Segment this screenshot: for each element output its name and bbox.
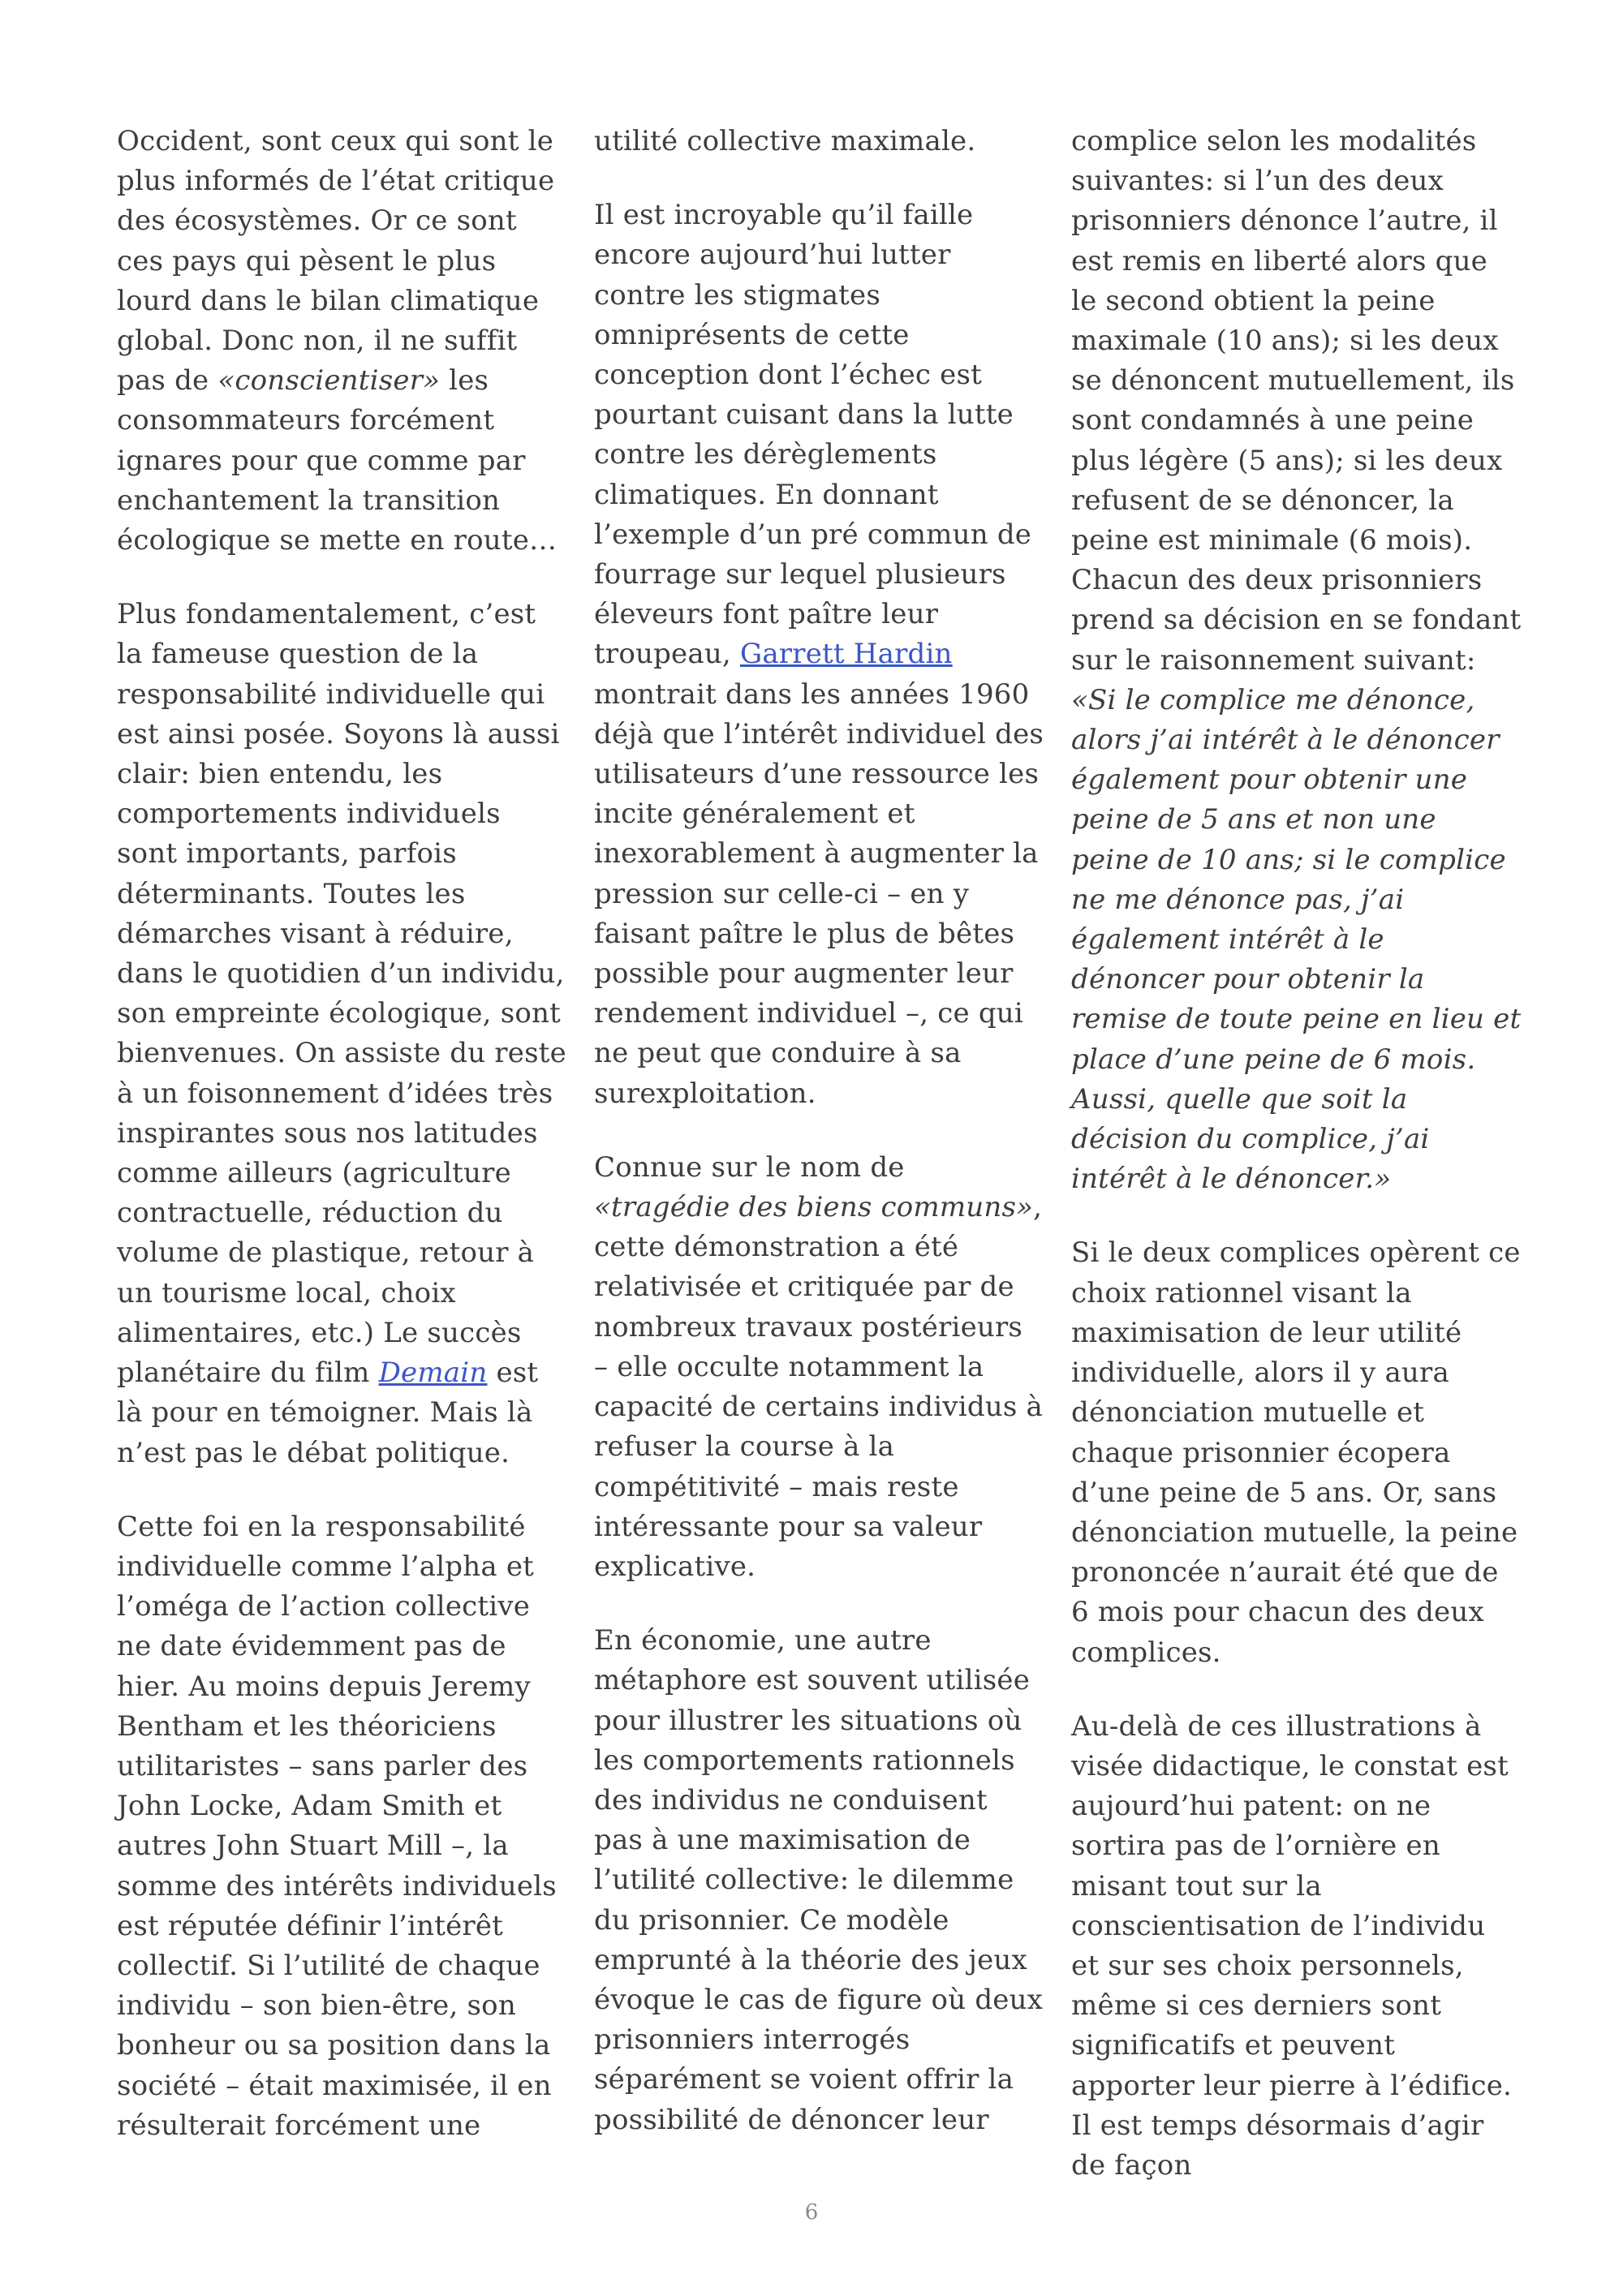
column-3 [1071,122,1522,2220]
column-1 [117,122,567,2180]
emphasis-quote: «Si le complice me dénonce, alors j’ai intérêt à le dénoncer également pour obtenir une peine de 5 ans et non une peine de 10 ans; si le complice ne me dénonce pas, j’ai également intérêt à le dénoncer pour obtenir la remise de toute peine en lieu et place d’une peine de 6 mois. Aussi, quelle que soit la décision du complice, j’ai intérêt à le dénoncer.» [1071,683,1522,1196]
paragraph: Au-delà de ces illustrations à visée didactique, le constat est aujourd’hui patent: on ne sortira pas de l’ornière en misant tout sur la conscientisation de l’individu et sur ses choix personnels, même si ces derniers sont significatifs et peuvent apporter leur pierre à l’édifice. Il est temps désormais d’agir de façon [1071,1709,1513,2182]
link-garrett-hardin[interactable]: Garrett Hardin [739,638,953,671]
column-2 [594,122,1044,2174]
paragraph: utilité collective maximale. [594,125,976,157]
paragraph: Occident, sont ceux qui sont le plus informés de l’état critique des écosystèmes. Or ce sont ces pays qui pèsent le plus lourd dans le bilan climatique global. Donc non, il ne suffit pas de «conscientiser» les consommateurs forcément ignares pour que comme par enchantement la transition écologique se mette en route… [117,125,558,557]
emphasis-tragedie: «tragédie des biens communs» [594,1191,1034,1224]
page-number: 6 [804,2200,819,2225]
paragraph: Plus fondamentalement, c’est la fameuse question de la responsabilité individuelle qui est ainsi posée. Soyons là aussi clair: bien entendu, les comportements individuels sont importants, parfois déterminants. Toutes les démarches visant à réduire, dans le quotidien d’un individu, son empreinte écologique, sont bienvenues. On assiste du reste à un foisonnement d’idées très inspirantes sous nos latitudes comme ailleurs (agriculture contractuelle, réduction du volume de plastique, retour à un tourisme local, choix alimentaires, etc.) Le succès planétaire du film Demain est là pour en témoigner. Mais là n’est pas le débat politique. [117,598,566,1469]
paragraph: complice selon les modalités suivantes: si l’un des deux prisonniers dénonce l’autre, il est remis en liberté alors que le second obtient la peine maximale (10 ans); si les deux se dénoncent mutuellement, ils sont condamnés à une peine plus légère (5 ans); si les deux refusent de se dénoncer, la peine est minimale (6 mois). Chacun des deux prisonniers prend sa décision en se fondant sur le raisonnement suivant: «Si le complice me dénonce, alors j’ai intérêt à le dénoncer également pour obtenir une peine de 5 ans et non une peine de 10 ans; si le complice ne me dénonce pas, j’ai également intérêt à le dénoncer pour obtenir la remise de toute peine en lieu et place d’une peine de 6 mois. Aussi, quelle que soit la décision du complice, j’ai intérêt à le dénoncer.» [1071,125,1522,1196]
paragraph: Connue sur le nom de «tragédie des biens communs», cette démonstration a été relativisée et critiquée par de nombreux travaux postérieurs – elle occulte notamment la capacité de certains individus à refuser la course à la compétitivité – mais reste intéressante pour sa valeur explicative. [594,1150,1044,1583]
paragraph: En économie, une autre métaphore est souvent utilisée pour illustrer les situations où les comportements rationnels des individus ne conduisent pas à une maximisation de l’utilité collective: le dilemme du prisonnier. Ce modèle emprunté à la théorie des jeux évoque le cas de figure où deux prisonniers interrogés séparément se voient offrir la possibilité de dénoncer leur [594,1624,1044,2136]
paragraph: Il est incroyable qu’il faille encore aujourd’hui lutter contre les stigmates omniprésents de cette conception dont l’échec est pourtant cuisant dans la lutte contre les dérèglements climatiques. En donnant l’exemple d’un pré commun de fourrage sur lequel plusieurs éleveurs font paître leur troupeau, Garrett Hardin montrait dans les années 1960 déjà que l’intérêt individuel des utilisateurs d’une ressource les incite généralement et inexorablement à augmenter la pression sur celle-ci – en y faisant paître le plus de bêtes possible pour augmenter leur rendement individuel –, ce qui ne peut que conduire à sa surexploitation. [594,199,1044,1110]
emphasis-conscientiser: «conscientiser» [217,364,441,398]
link-demain[interactable]: Demain [378,1357,488,1390]
paragraph: Si le deux complices opèrent ce choix rationnel visant la maximisation de leur utilité individuelle, alors il y aura dénonciation mutuelle et chaque prisonnier écopera d’une peine de 5 ans. Or, sans dénonciation mutuelle, la peine prononcée n’aurait été que de 6 mois pour chacun des deux complices. [1071,1236,1521,1669]
paragraph: Cette foi en la responsabilité individuelle comme l’alpha et l’oméga de l’action collective ne date évidemment pas de hier. Au moins depuis Jeremy Bentham et les théoriciens utilitaristes – sans parler des John Locke, Adam Smith et autres John Stuart Mill –, la somme des intérêts individuels est réputée définir l’intérêt collectif. Si l’utilité de chaque individu – son bien-être, son bonheur ou sa position dans la société – était maximisée, il en résulterait forcément une [117,1510,557,2142]
